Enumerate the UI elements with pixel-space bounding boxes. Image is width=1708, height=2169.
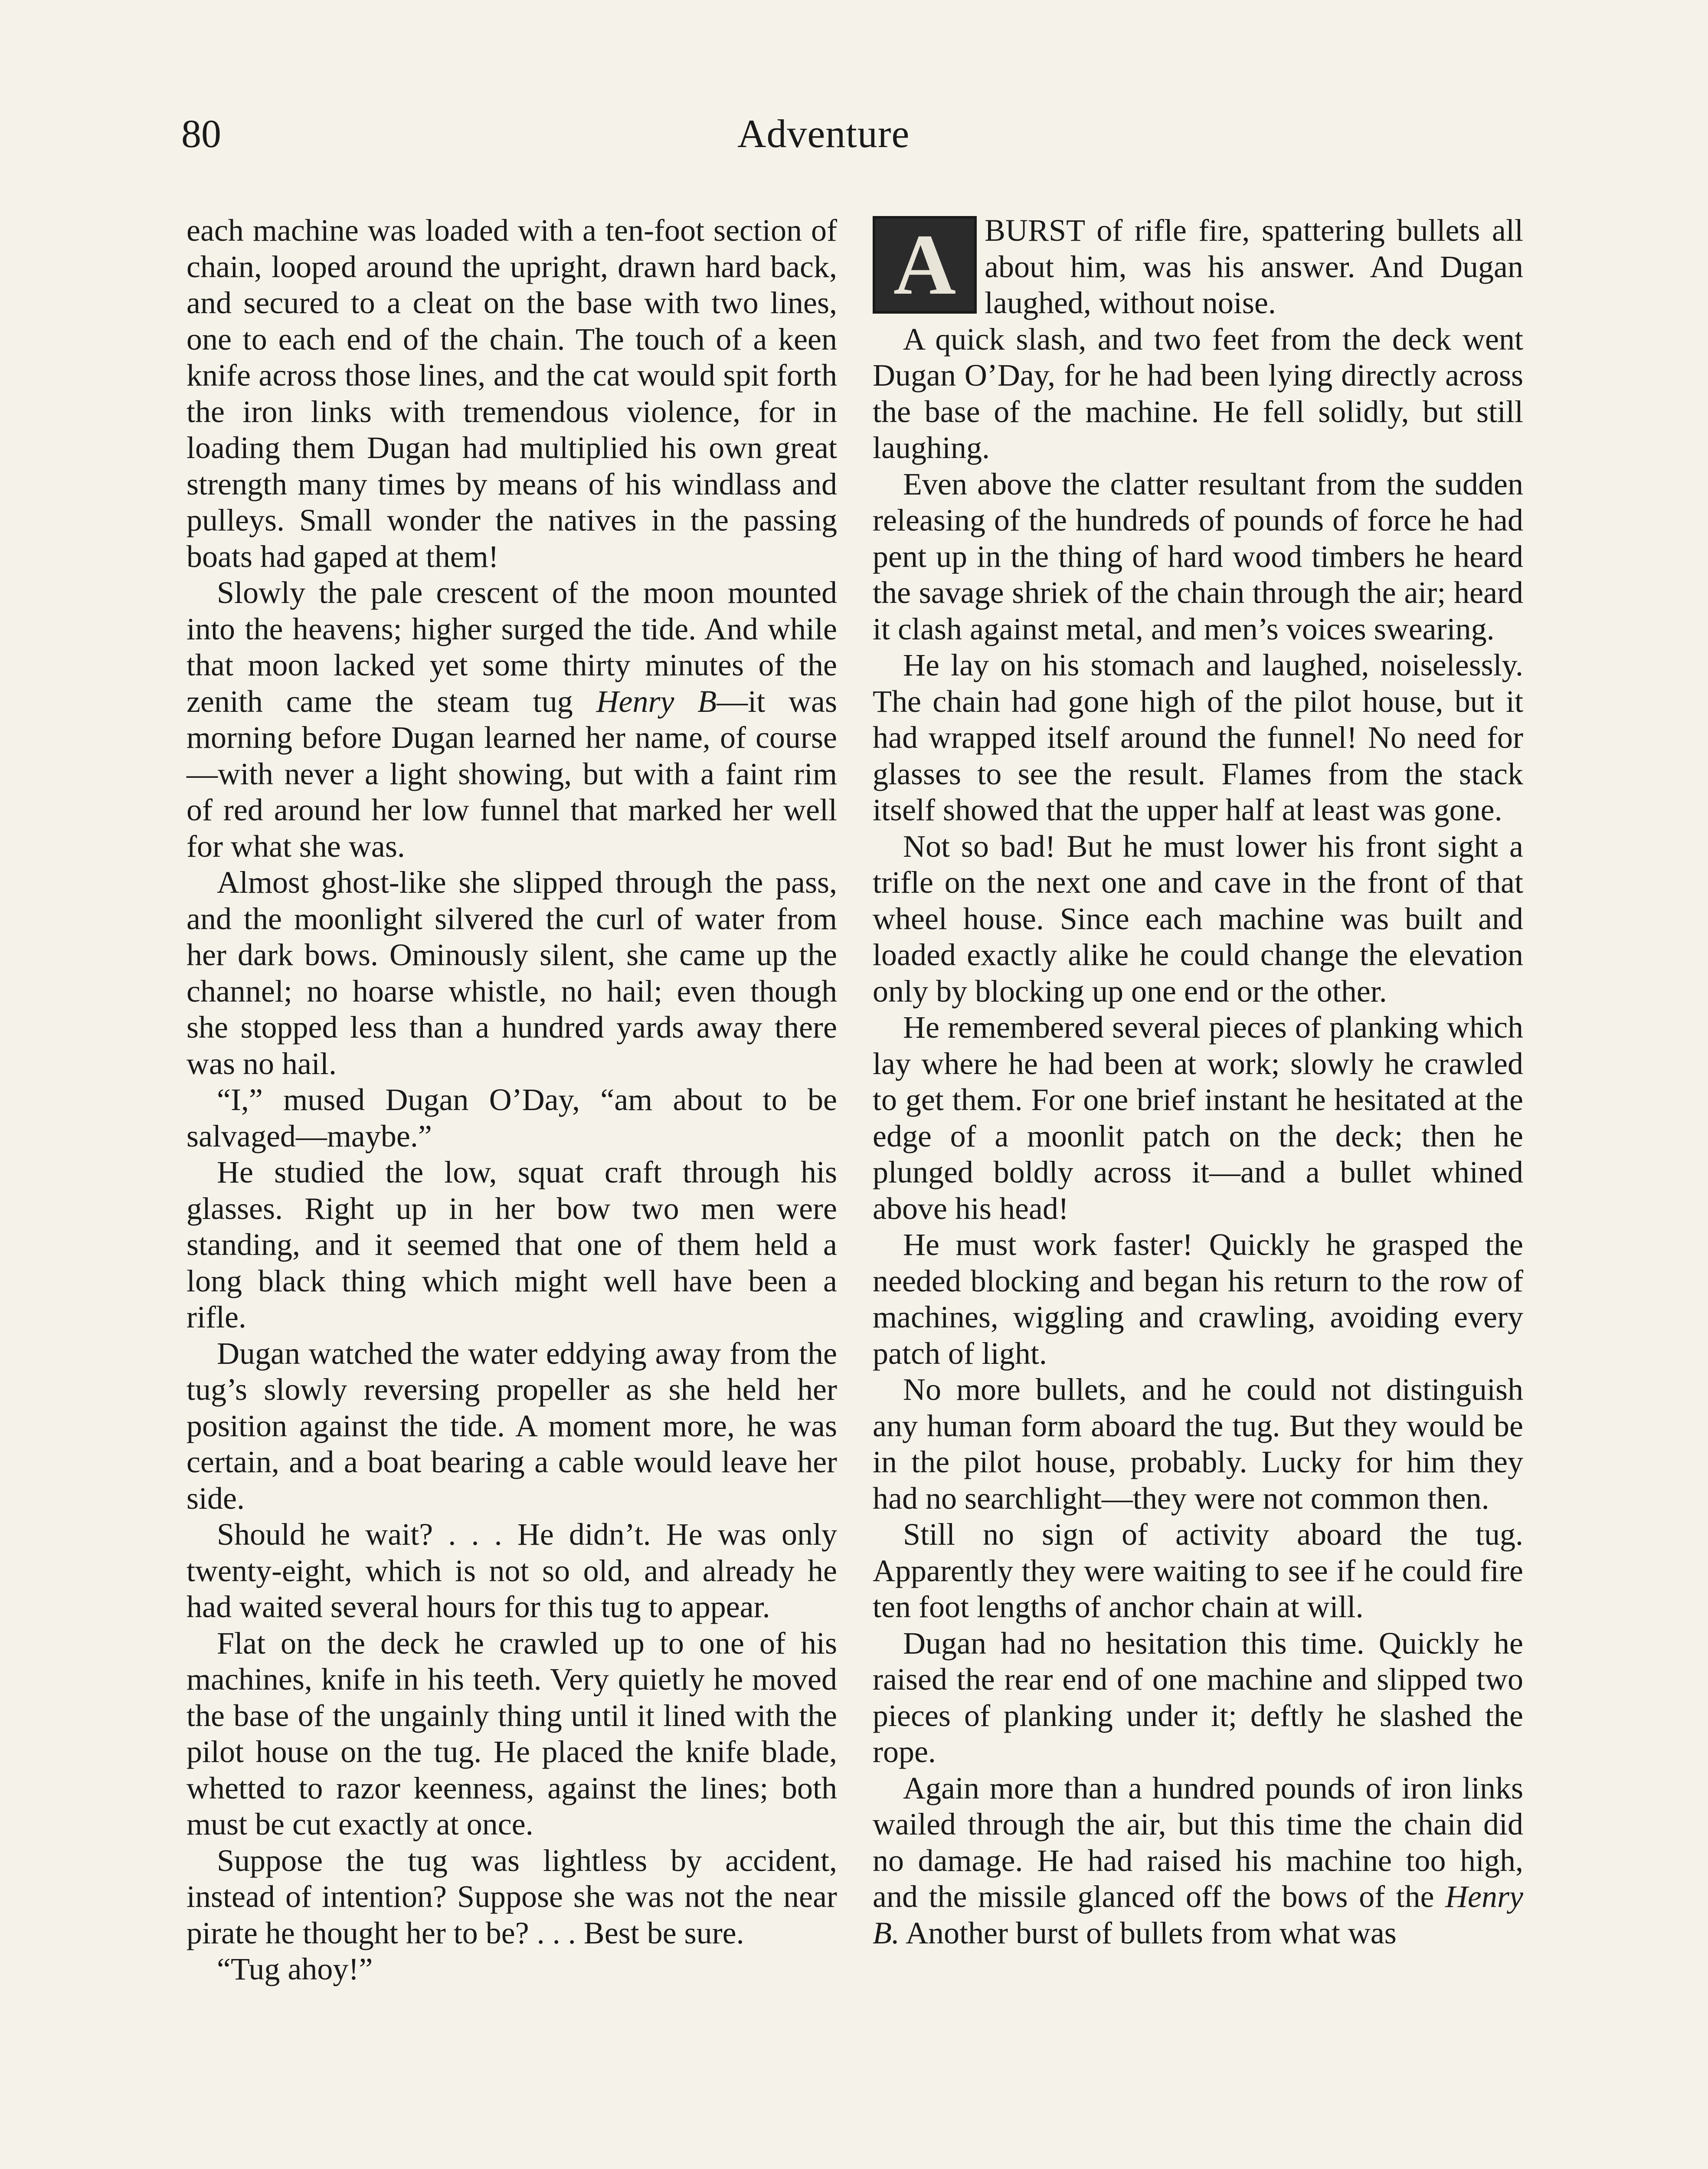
paragraph: Even above the clatter resultant from the sudden releasing of the hundreds of pounds of force he had pent up in the thing of hard wood timbers he heard the savage shriek of the chain through the air; heard it clash against metal, and men’s voices swearing. [873, 466, 1523, 646]
paragraph: each machine was loaded with a ten-foot section of chain, looped around the upright, drawn hard back, and secured to a cleat on the base with two lines, one to each end of the chain. The touch of a keen knife across those lines, and the cat would spit forth the iron links with tremendous violence, for in loading them Dugan had multiplied his own great strength many times by means of his windlass and pulleys. Small wonder the natives in the passing boats had gaped at them! [187, 213, 837, 574]
paragraph: No more bullets, and he could not distinguish any human form aboard the tug. But they would be in the pilot house, probably. Lucky for him they had no searchlight—they were not common then. [873, 1372, 1523, 1516]
paragraph: A quick slash, and two feet from the deck went Dugan O’Day, for he had been lying directly across the base of the machine. He fell solidly, but still laughing. [873, 321, 1523, 465]
paragraph: Suppose the tug was lightless by accident, instead of intention? Suppose she was not the near pirate he thought her to be? . . . Best be sure. [187, 1843, 837, 1950]
left-column [187, 213, 837, 1988]
paragraph: A BURST of rifle fire, spattering bullets all about him, was his answer. And Dugan laughed, without noise. [873, 213, 1523, 321]
paragraph: Flat on the deck he crawled up to one of his machines, knife in his teeth. Very quietly he moved the base of the ungainly thing until it lined with the pilot house on the tug. He placed the knife blade, whetted to razor keenness, against the lines; both must be cut exactly at once. [187, 1625, 837, 1841]
paragraph: He studied the low, squat craft through his glasses. Right up in her bow two men were standing, and it seemed that one of them held a long black thing which might well have been a rifle. [187, 1155, 837, 1334]
paragraph: Dugan watched the water eddying away from the tug’s slowly reversing propeller as she held her position against the tide. A moment more, he was certain, and a boat bearing a cable would leave her side. [187, 1336, 837, 1516]
paragraph: Should he wait? . . . He didn’t. He was only twenty-eight, which is not so old, and already he had waited several hours for this tug to appear. [187, 1517, 837, 1624]
running-head-title: Adventure [737, 111, 910, 156]
page-number: 80 [181, 111, 221, 156]
paragraph: Almost ghost-like she slipped through the pass, and the moonlight silvered the curl of water from her dark bows. Ominously silent, she came up the channel; no hoarse whistle, no hail; even though she stopped less than a hundred yards away there was no hail. [187, 865, 837, 1081]
right-column [873, 213, 1523, 1951]
drop-cap-letter: A [893, 216, 956, 313]
paragraph: He must work faster! Quickly he grasped the needed blocking and began his return to the row of machines, wiggling and crawling, avoiding every patch of light. [873, 1227, 1523, 1371]
paragraph: He lay on his stomach and laughed, noiselessly. The chain had gone high of the pilot house, but it had wrapped itself around the funnel! No need for glasses to see the result. Flames from the stack itself showed that the upper half at least was gone. [873, 648, 1523, 827]
paragraph: He remembered several pieces of planking which lay where he had been at work; slowly he crawled to get them. For one brief instant he hesitated at the edge of a moonlit patch on the deck; then he plunged boldly across it—and a bullet whined above his head! [873, 1010, 1523, 1226]
paragraph: Still no sign of activity aboard the tug. Apparently they were waiting to see if he could fire ten foot lengths of anchor chain at will. [873, 1517, 1523, 1624]
paragraph: “Tug ahoy!” [217, 1952, 373, 1986]
paragraph: “I,” mused Dugan O’Day, “am about to be salvaged—maybe.” [187, 1082, 837, 1153]
paragraph: Not so bad! But he must lower his front sight a trifle on the next one and cave in the front of that wheel house. Since each machine was built and loaded exactly alike he could change the elevation only by blocking up one end or the other. [873, 829, 1523, 1009]
paragraph: Slowly the pale crescent of the moon mounted into the heavens; higher surged the tide. And while that moon lacked yet some thirty minutes of the zenith came the steam tug Henry B—it was morning before Dugan learned her name, of course—with never a light showing, but with a faint rim of red around her low funnel that marked her well for what she was. [187, 575, 838, 864]
paragraph: Again more than a hundred pounds of iron links wailed through the air, but this time the chain did no damage. He had raised his machine too high, and the missile glanced off the bows of the Henry B. Another burst of bullets from what was [873, 1770, 1523, 1950]
drop-cap-illustration [873, 216, 977, 314]
paragraph: Dugan had no hesitation this time. Quickly he raised the rear end of one machine and slipped two pieces of planking under it; deftly he slashed the rope. [873, 1625, 1523, 1769]
